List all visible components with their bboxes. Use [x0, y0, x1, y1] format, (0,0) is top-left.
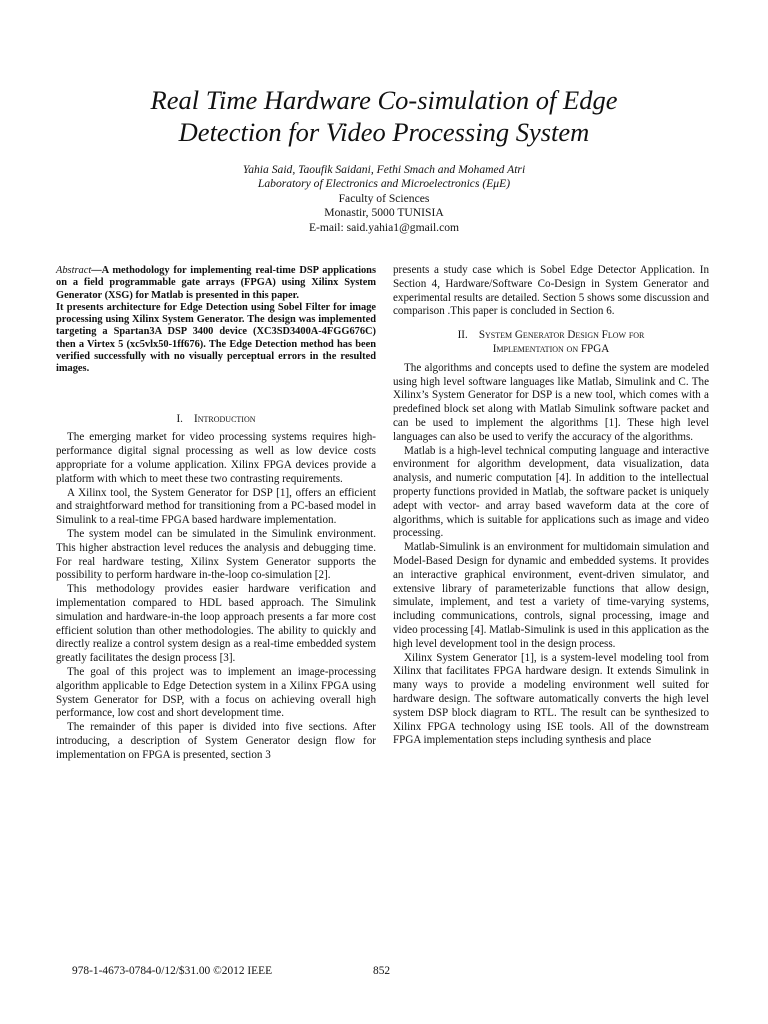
section-1-number: I. [176, 412, 183, 425]
author-email: E-mail: said.yahia1@gmail.com [308, 220, 460, 234]
paper-title [0, 84, 768, 148]
intro-paragraph-5: The goal of this project was to implement an image-processing algorithm applicable to Edge Detection system in a Xilinx FPGA using System Generator for DSP, with a focus on achieving overall high performance, low cost and short development time. [56, 666, 376, 720]
section-heading-design-flow [393, 329, 709, 357]
section-2-title-2: Implementation on FPGA [492, 342, 610, 355]
affiliation-faculty: Faculty of Sciences [338, 191, 430, 205]
affiliation-city: Monastir, 5000 TUNISIA [324, 206, 444, 220]
title-line-2: Detection for Video Processing System [178, 117, 590, 147]
section-heading-introduction [56, 413, 376, 427]
abstract-text-1: A methodology for implementing real-time DSP applications on a field programmable gate arrays (FPGA) using Xilinx System Generator (XSG) for Matlab is presented in this paper. [56, 265, 376, 301]
section-2-heading-line-1 [393, 329, 709, 343]
design-flow-paragraph-4: Xilinx System Generator [1], is a system-level modeling tool from Xilinx that facilitates FPGA hardware design. It extends Simulink in many ways to provide a modeling environment well suited for hardware design. The software automatically converts the high level system DSP block diagram to RTL. The result can be synthesized to Xilinx FPGA technology using ISE tools. All of the downstream FPGA implementation steps including synthesis and place [393, 651, 709, 747]
abstract-para-1 [56, 265, 376, 302]
author-block [0, 163, 768, 235]
design-flow-paragraph-2: Matlab is a high-level technical computing language and interactive environment for algorithm development, data visualization, data analysis, and numeric computation [4]. In addition to the intellectual property functions provided in Matlab, the software packet is uniquely adept with vector- and array based waveform data at the core of algorithms, which is suitable for applications such as image and video processing. [393, 444, 709, 540]
design-flow-paragraph-3: Matlab-Simulink is an environment for multidomain simulation and Model-Based Design for dynamic and embedded systems. It provides an interactive graphical environment, event-driven simulator, and extensive library of parameterizable functions that allow design, simulate, implement, and test a variety of time-varying systems, including communications, controls, signal processing, image and video processing [4]. Matlab-Simulink is used in this application as the high level development tool in the design process. [393, 541, 709, 650]
section-2-title-1: System Generator Design Flow for [478, 329, 645, 342]
section-1-title: Introduction [194, 412, 256, 425]
design-flow-paragraph-1: The algorithms and concepts used to define the system are modeled using high level software languages like Matlab, Simulink and C. The Xilinx’s System Generator for DSP is a new tool, which comes with a predefined block set along with Matlab Simulink software packet and can be used to implement the algorithms [1]. These high level languages can also be used to verify the accuracy of the algorithms. [393, 361, 709, 443]
intro-paragraph-6: The remainder of this paper is divided into five sections. After introducing, a description of System Generator design flow for implementation on FPGA is presented, section 3 [56, 721, 376, 761]
abstract-label: Abstract [56, 265, 92, 276]
intro-paragraph-1: The emerging market for video processing systems requires high-performance digital signal processing as well as low device costs appropriate for a volume application. Xilinx FPGA devices provide a platform with which to meet these two contrasting requirements. [56, 431, 376, 485]
intro-paragraph-3: The system model can be simulated in the Simulink environment. This higher abstraction level reduces the analysis and debugging time. For real hardware testing, Xilinx System Generator supports the possibility to perform hardware in-the-loop co-simulation [2]. [56, 528, 376, 582]
intro-paragraph-2: A Xilinx tool, the System Generator for DSP [1], offers an efficient and straightforward method for transitioning from a PC-based model in Simulink to a real-time FPGA based hardware implementation. [56, 486, 376, 527]
abstract [56, 265, 376, 376]
section-2-number: II. [457, 329, 468, 342]
left-column [56, 265, 376, 763]
title-line-1: Real Time Hardware Co-simulation of Edge [150, 85, 618, 115]
right-column [393, 264, 709, 748]
abstract-dash: — [91, 265, 102, 276]
author-names: Yahia Said, Taoufik Saidani, Fethi Smach and Mohamed Atri [242, 163, 526, 176]
footer-page-number: 852 [373, 965, 391, 977]
footer-isbn: 978-1-4673-0784-0/12/$31.00 ©2012 IEEE [72, 965, 273, 977]
intro-paragraph-4: This methodology provides easier hardware verification and implementation compared to HDL based approach. The Simulink simulation and hardware-in-the loop approach presents a far more cost efficient solution than other methodologies. The ability to quickly and directly realize a control system design as a real-time embedded system greatly facilitates the design process [3]. [56, 583, 376, 665]
abstract-para-2: It presents architecture for Edge Detection using Sobel Filter for image processing using Xilinx System Generator. The design was implemented targeting a Spartan3A DSP 3400 device (XC3SD3400A-4FGG676C) then a Virtex 5 (xc5vlx50-1ff676). The Edge Detection method has been verified successfully with no visually perceptual errors in the resulted images. [56, 301, 376, 375]
affiliation-lab: Laboratory of Electronics and Microelectronics (EμE) [257, 177, 511, 191]
intro-continuation: presents a study case which is Sobel Edge Detector Application. In Section 4, Hardware/Software Co-Design in System Generator and experimental results are detailed. Section 5 shows some discussion and comparison .This paper is concluded in Section 6. [393, 264, 709, 318]
